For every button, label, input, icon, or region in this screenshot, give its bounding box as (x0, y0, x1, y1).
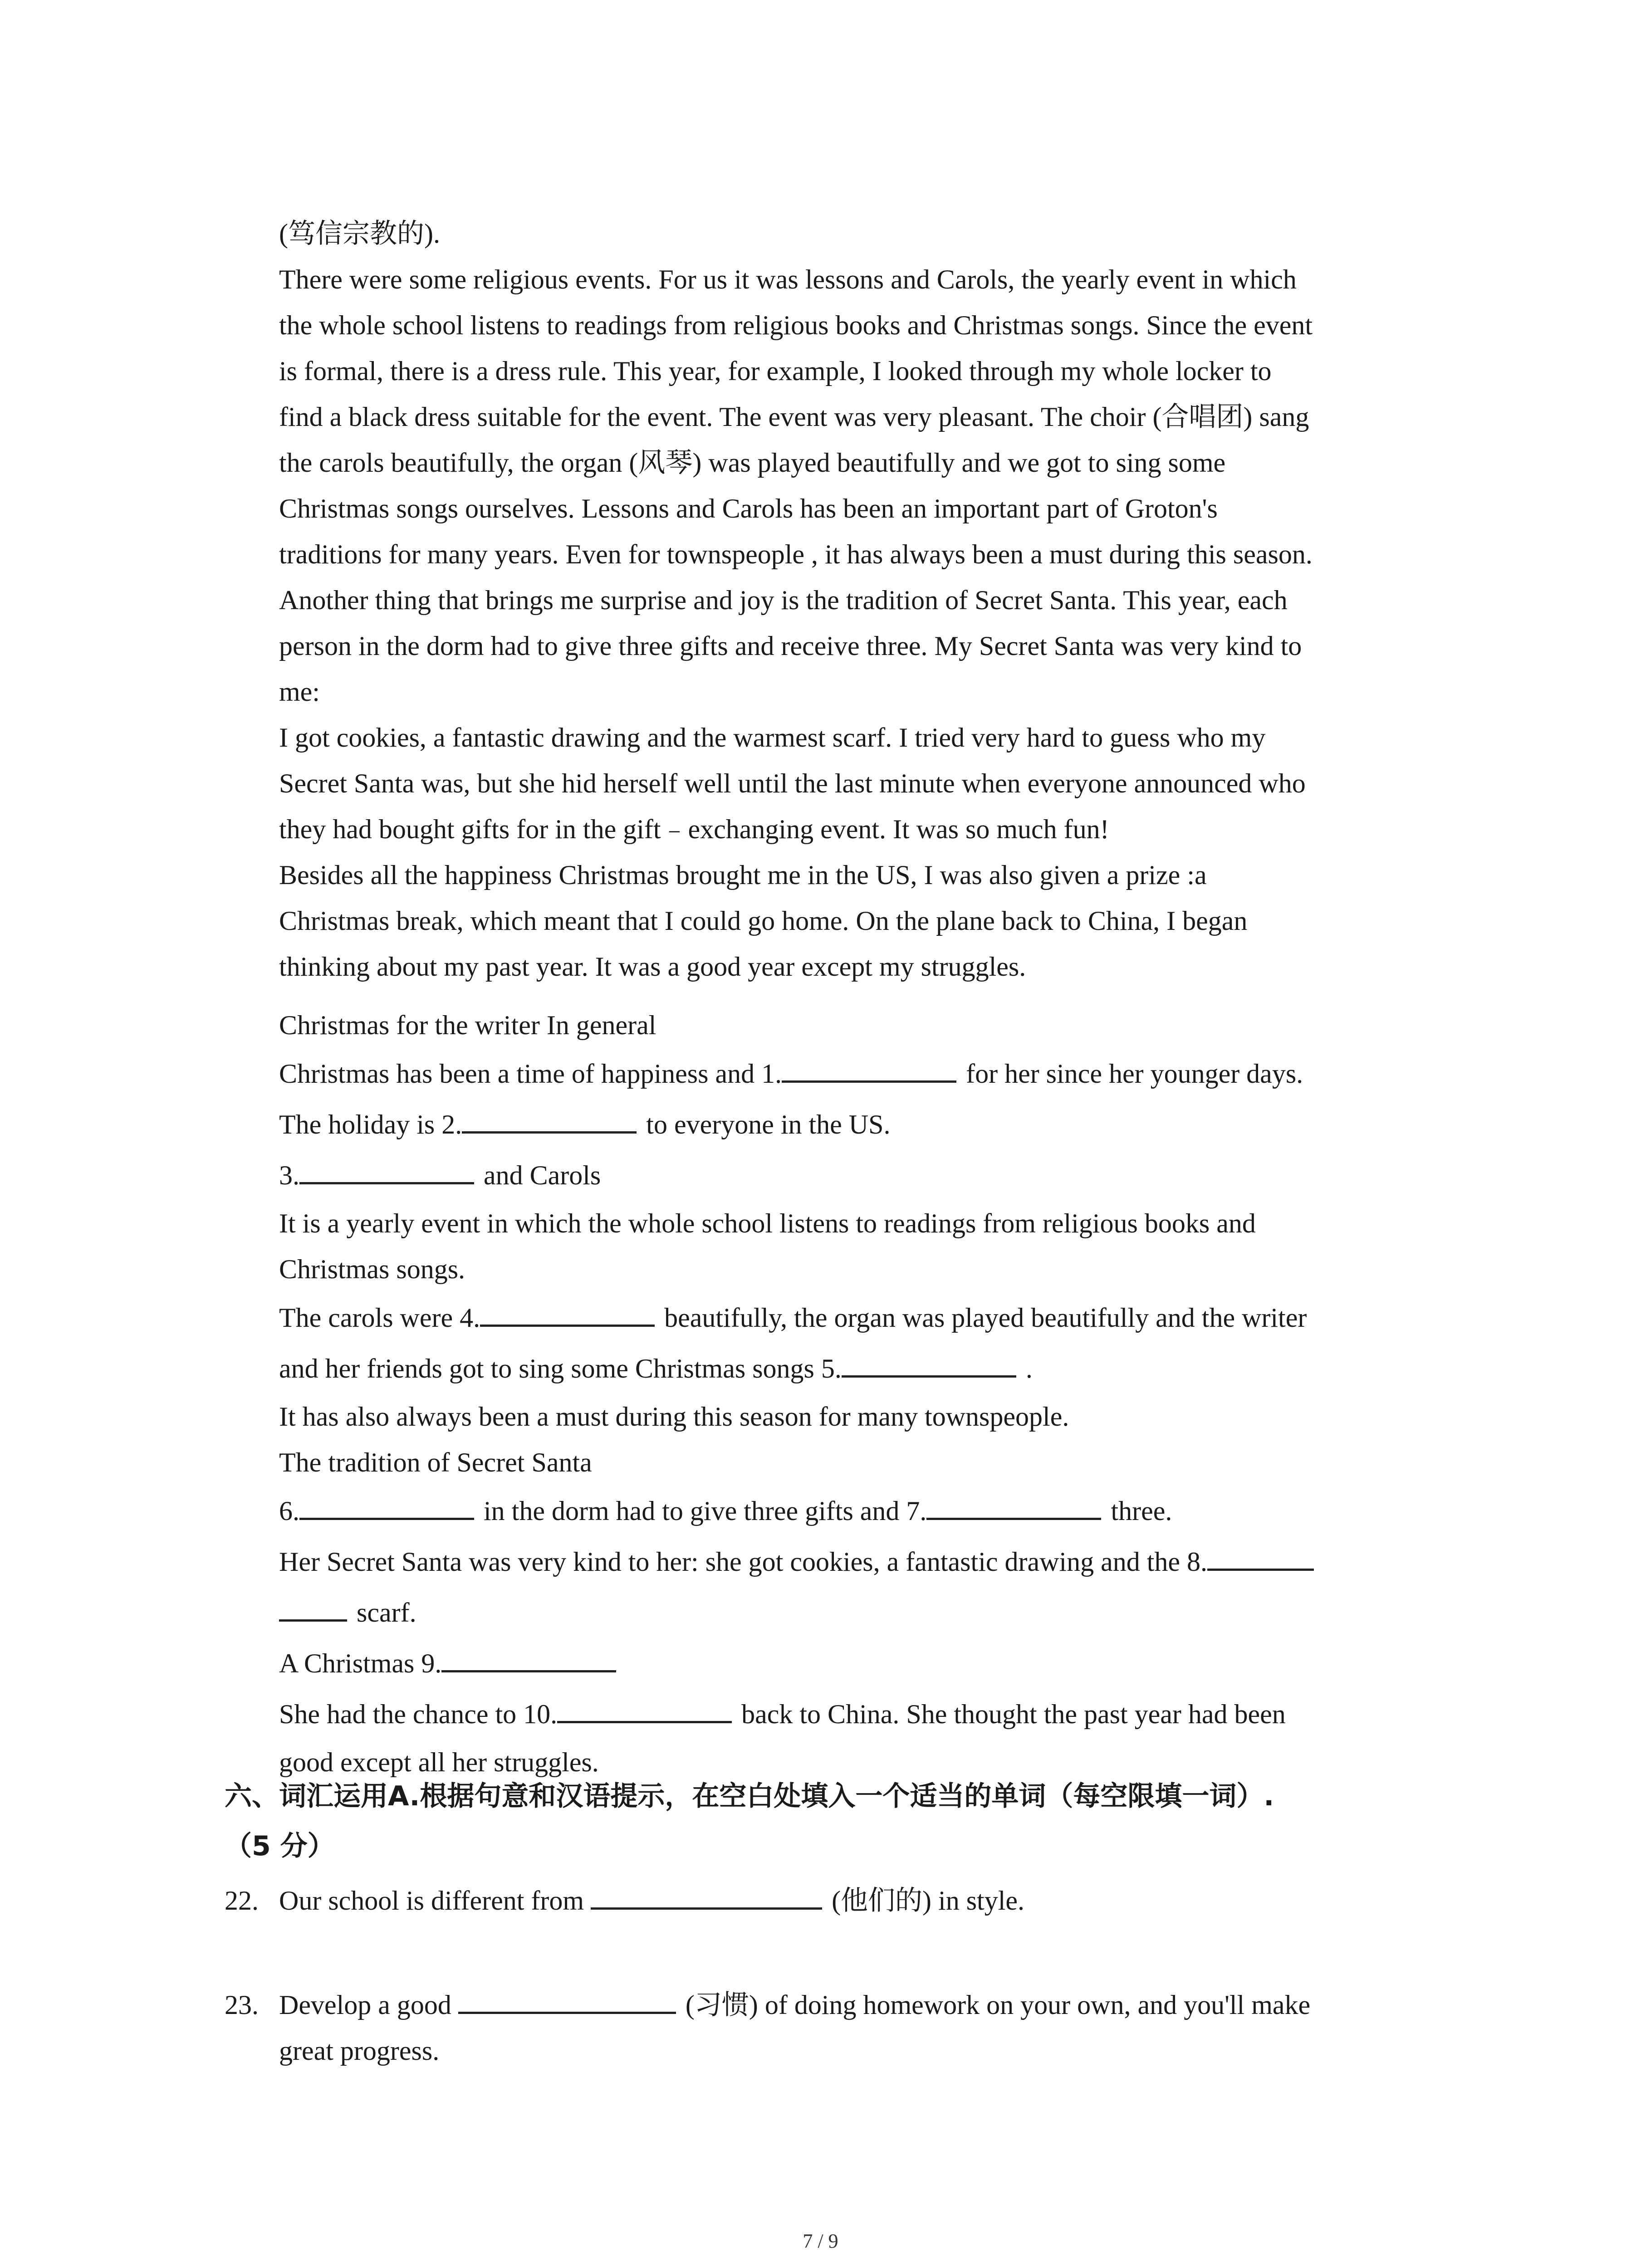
summary-item-3: 3. and Carols (279, 1150, 1468, 1201)
question-number: 23. (225, 1990, 259, 2020)
passage-line: person in the dorm had to give three gifts and receive three. My Secret Santa was very kind to (279, 631, 1302, 661)
summary-heading-santa: The tradition of Secret Santa (279, 1447, 592, 1477)
summary-heading-general: Christmas for the writer In general (279, 1010, 656, 1040)
passage-line: Christmas break, which meant that I could go home. On the plane back to China, I began (279, 906, 1248, 936)
question-number: 22. (225, 1886, 259, 1916)
answer-blank-9[interactable] (441, 1645, 616, 1672)
passage-line: Besides all the happiness Christmas brought me in the US, I was also given a prize :a (279, 860, 1207, 890)
summary-item-10: She had the chance to 10. back to China. She thought the past year had been (279, 1689, 1468, 1740)
passage-line: the whole school listens to readings from religious books and Christmas songs. Since the event (279, 310, 1313, 340)
summary-item-5: and her friends got to sing some Christmas songs 5. . (279, 1343, 1468, 1394)
summary-item-8-cont: scarf. (279, 1587, 1468, 1638)
answer-blank-8[interactable] (1207, 1543, 1314, 1571)
answer-blank-23[interactable] (458, 1986, 676, 2014)
answer-blank-2[interactable] (462, 1106, 637, 1134)
summary-text: It is a yearly event in which the whole school listens to readings from religious books and (279, 1208, 1256, 1238)
passage-line: There were some religious events. For us it was lessons and Carols, the yearly event in which (279, 264, 1297, 294)
answer-blank-5[interactable] (842, 1350, 1016, 1378)
answer-blank-10[interactable] (557, 1696, 732, 1723)
section-heading: 六、词汇运用A.根据句意和汉语提示，在空白处填入一个适当的单词（每空限填一词）. （5 分） (225, 1780, 1274, 1862)
summary-text: good except all her struggles. (279, 1747, 599, 1777)
reading-passage (279, 211, 1459, 990)
answer-blank-1[interactable] (782, 1055, 956, 1083)
answer-blank-3[interactable] (299, 1157, 474, 1184)
passage-line: me: (279, 677, 320, 707)
passage-line: Christmas songs ourselves. Lessons and Carols has been an important part of Groton's (279, 494, 1218, 523)
passage-line: is formal, there is a dress rule. This year, for example, I looked through my whole locker to (279, 356, 1272, 386)
passage-line: Secret Santa was, but she hid herself well until the last minute when everyone announced who (279, 768, 1306, 798)
summary-item-4: The carols were 4. beautifully, the organ was played beautifully and the writer (279, 1292, 1468, 1343)
summary-item-9: A Christmas 9. (279, 1638, 1468, 1689)
page-number: 7 / 9 (803, 2230, 838, 2252)
passage-line: find a black dress suitable for the event. The event was very pleasant. The choir (合唱团) sang (279, 402, 1309, 432)
summary-text: It has also always been a must during this season for many townspeople. (279, 1402, 1069, 1432)
passage-line: I got cookies, a fantastic drawing and the warmest scarf. I tried very hard to guess who my (279, 723, 1266, 753)
passage-line: they had bought gifts for in the gift﹣exchanging event. It was so much fun! (279, 814, 1109, 844)
summary-item-8: Her Secret Santa was very kind to her: she got cookies, a fantastic drawing and the 8. (279, 1536, 1468, 1587)
summary-item-1: Christmas has been a time of happiness and 1. for her since her younger days. (279, 1048, 1468, 1099)
answer-blank-7[interactable] (926, 1492, 1101, 1520)
summary-table (279, 1002, 1468, 1785)
passage-line: traditions for many years. Even for townspeople , it has always been a must during this season. (279, 539, 1313, 569)
passage-line: the carols beautifully, the organ (风琴) was played beautifully and we got to sing some (279, 448, 1226, 478)
answer-blank-6[interactable] (299, 1492, 474, 1520)
answer-blank-22[interactable] (591, 1882, 822, 1910)
passage-line: thinking about my past year. It was a good year except my struggles. (279, 952, 1026, 982)
summary-item-2: The holiday is 2. to everyone in the US. (279, 1099, 1468, 1150)
summary-item-6-7: 6. in the dorm had to give three gifts and 7. three. (279, 1486, 1468, 1536)
question-22: 22. Our school is different from (他们的) in style. (225, 1878, 1495, 1924)
passage-line: Another thing that brings me surprise and joy is the tradition of Secret Santa. This year, each (279, 585, 1288, 615)
answer-blank-8-cont[interactable] (279, 1594, 347, 1622)
passage-line: (笃信宗教的). (279, 219, 440, 249)
summary-text: Christmas songs. (279, 1254, 465, 1284)
question-23: 23. Develop a good (习惯) of doing homework on your own, and you'll make great progress. (225, 1982, 1495, 2074)
answer-blank-4[interactable] (480, 1299, 655, 1327)
